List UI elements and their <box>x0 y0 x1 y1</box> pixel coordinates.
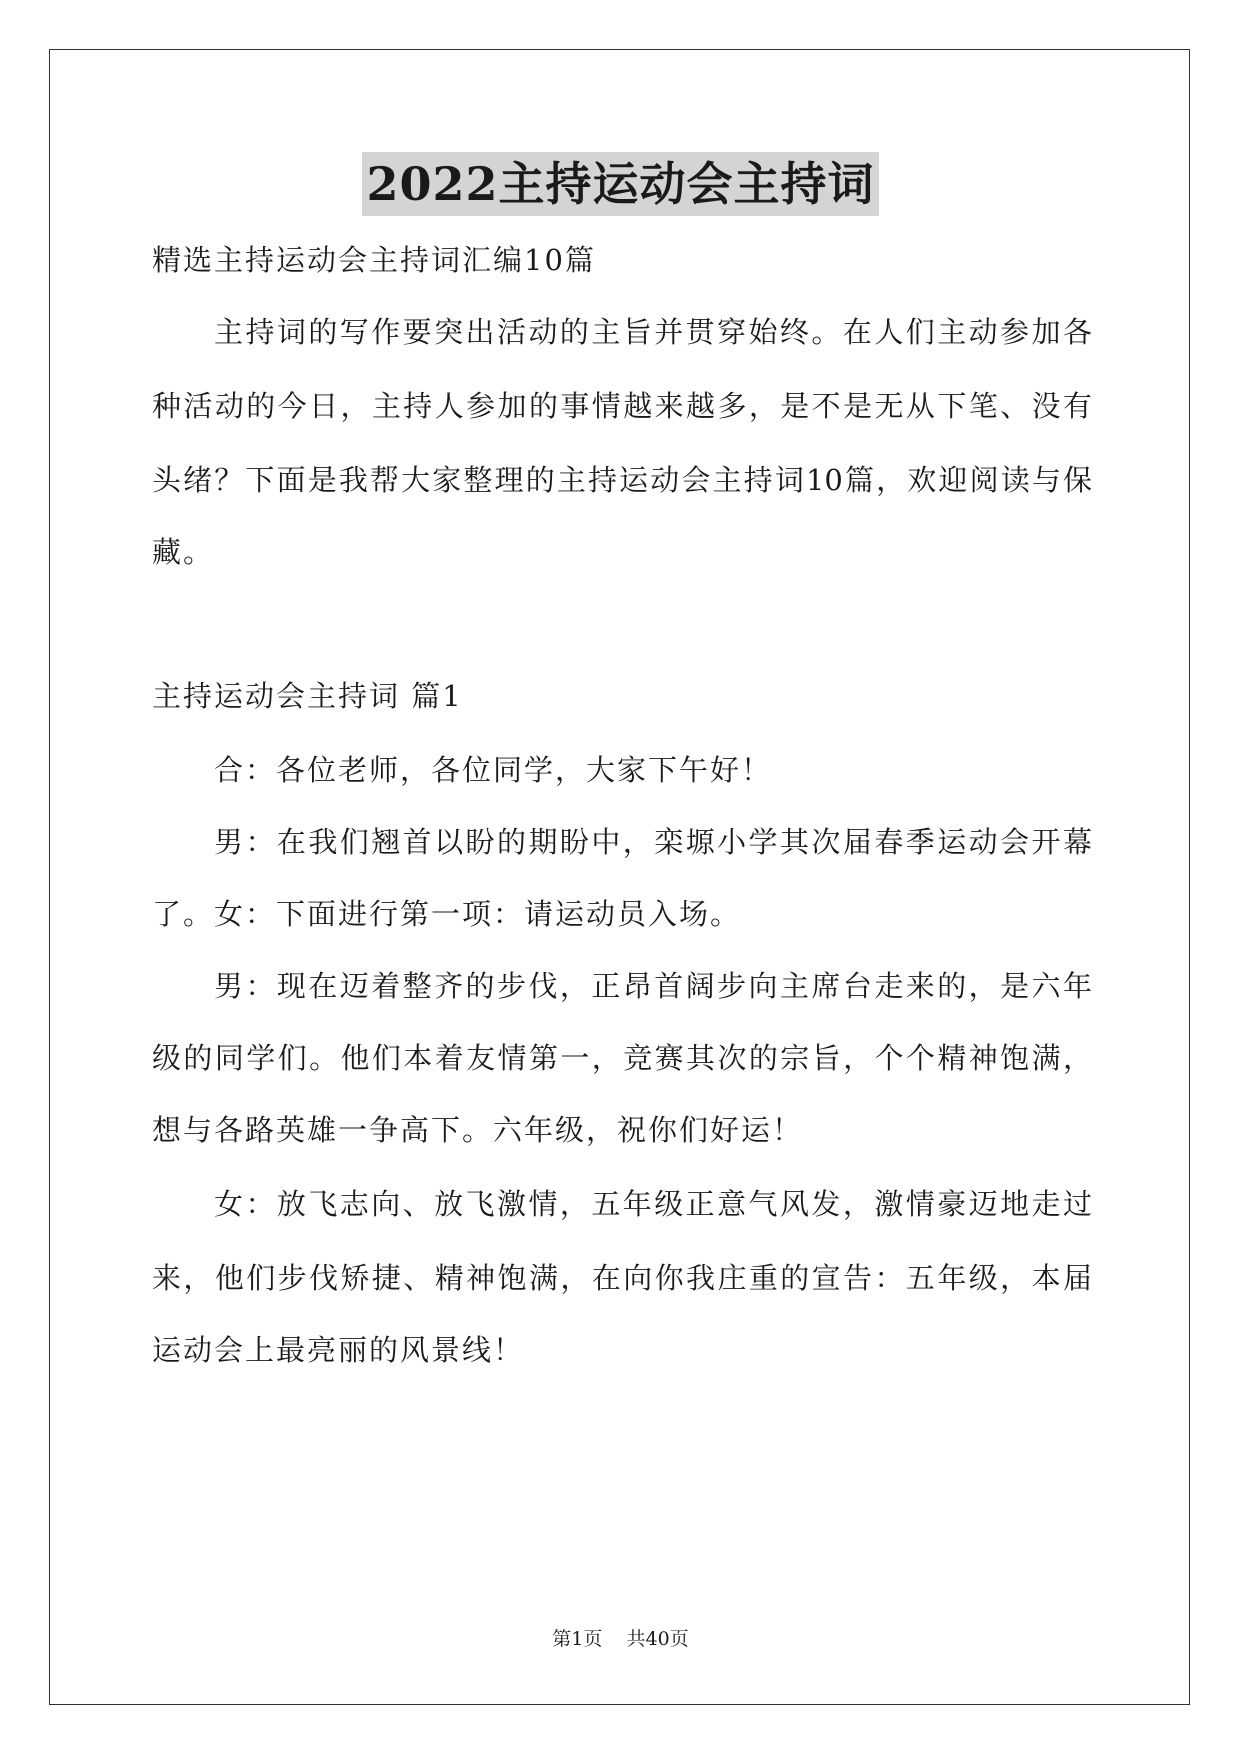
body-line: 级的同学们。他们本着友情第一，竞赛其次的宗旨，个个精神饱满， <box>152 1041 1092 1075</box>
body-line: 想与各路英雄一争高下。六年级，祝你们好运！ <box>152 1113 804 1147</box>
page-footer <box>0 1624 1241 1651</box>
page-border <box>49 49 1190 1705</box>
body-line: 男：现在迈着整齐的步伐，正昂首阔步向主席台走来的，是六年 <box>214 969 1092 1003</box>
document-title-wrapper <box>0 152 1241 216</box>
body-line: 了。女：下面进行第一项：请运动员入场。 <box>152 897 742 931</box>
subtitle: 精选主持运动会主持词汇编10篇 <box>152 243 596 277</box>
intro-line: 藏。 <box>152 535 215 569</box>
document-title: 2022主持运动会主持词 <box>362 152 878 216</box>
body-line: 合：各位老师，各位同学，大家下午好！ <box>214 753 773 787</box>
body-line: 来，他们步伐矫捷、精神饱满，在向你我庄重的宣告：五年级，本届 <box>152 1261 1092 1295</box>
body-line: 运动会上最亮丽的风景线！ <box>152 1333 525 1367</box>
body-line: 女：放飞志向、放飞激情，五年级正意气风发，激情豪迈地走过 <box>214 1187 1092 1221</box>
intro-line: 头绪？下面是我帮大家整理的主持运动会主持词10篇，欢迎阅读与保 <box>152 463 1092 497</box>
page-total: 共40页 <box>626 1628 689 1650</box>
section-heading: 主持运动会主持词 篇1 <box>152 679 463 713</box>
body-line: 男：在我们翘首以盼的期盼中，栾塬小学其次届春季运动会开幕 <box>214 825 1092 859</box>
page-number: 第1页 <box>552 1628 603 1650</box>
intro-line: 种活动的今日，主持人参加的事情越来越多，是不是无从下笔、没有 <box>152 389 1092 423</box>
intro-line: 主持词的写作要突出活动的主旨并贯穿始终。在人们主动参加各 <box>214 315 1092 349</box>
